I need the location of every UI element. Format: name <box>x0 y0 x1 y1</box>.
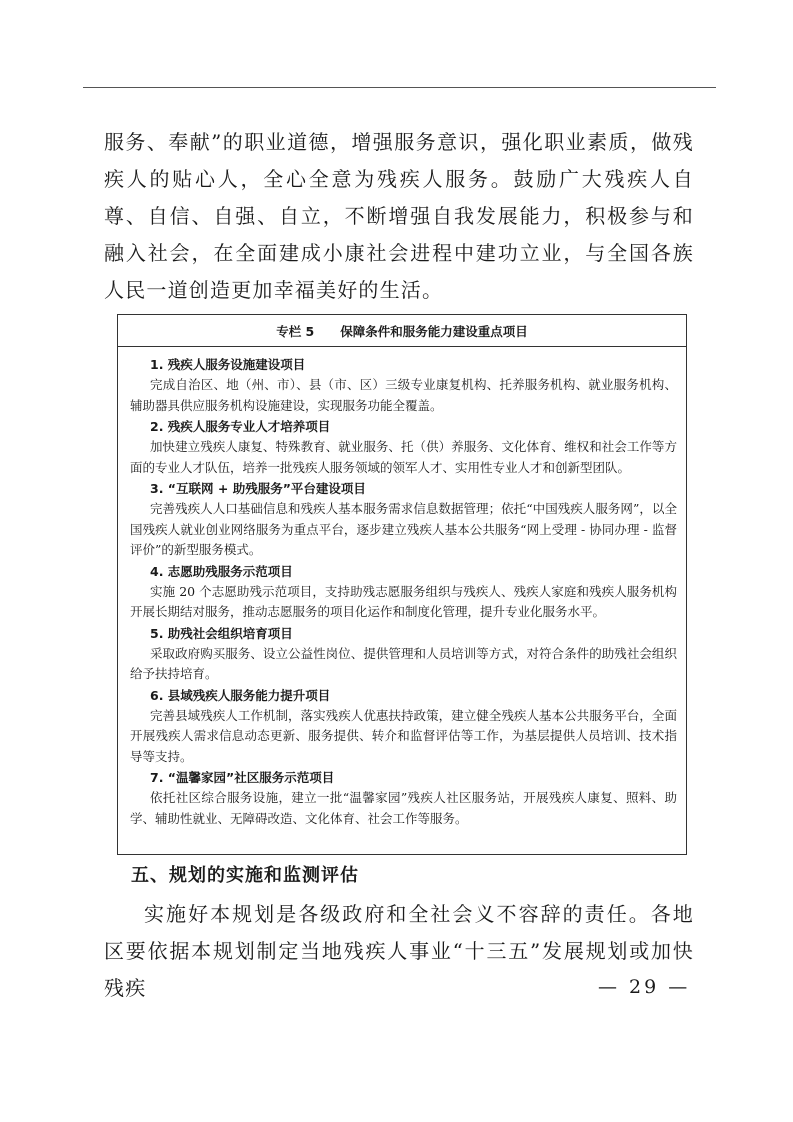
box-title: 保障条件和服务能力建设重点项目 <box>340 323 528 339</box>
box-body <box>118 347 686 829</box>
project-title: 4. 志愿助残服务示范项目 <box>150 563 293 579</box>
box-header <box>118 315 686 347</box>
project-description: 完善县域残疾人工作机制，落实残疾人优惠扶持政策，建立健全残疾人基本公共服务平台，全面开展残疾人需求信息动态更新、服务提供、转介和监督评估等工作，为基层提供人员培训、技术指导等支持。 <box>130 707 677 764</box>
section-heading: 五、规划的实施和监测评估 <box>131 865 359 886</box>
project-title: 2. 残疾人服务专业人才培养项目 <box>150 419 331 434</box>
project-description: 采取政府购买服务、设立公益性岗位、提供管理和人员培训等方式，对符合条件的助残社会组织给予扶持培育。 <box>130 645 677 681</box>
project-title: 3. “互联网 + 助残服务”平台建设项目 <box>150 481 366 496</box>
intro-paragraph: 服务、奉献”的职业道德，增强服务意识，强化职业素质，做残疾人的贴心人，全心全意为残疾人服务。鼓励广大残疾人自尊、自信、自强、自立，不断增强自我发展能力，积极参与和融入社会，在全面建成小康社会进程中建功立业，与全国各族人民一道创造更加幸福美好的生活。 <box>104 130 694 302</box>
page-number: — 29 — <box>598 976 691 998</box>
project-title: 6. 县域残疾人服务能力提升项目 <box>150 687 331 703</box>
project-title: 1. 残疾人服务设施建设项目 <box>150 357 306 372</box>
project-description: 完成自治区、地（州、市）、县（市、区）三级专业康复机构、托养服务机构、就业服务机构、辅助器具供应服务机构设施建设，实现服务功能全覆盖。 <box>130 377 677 413</box>
header-rule <box>83 87 716 88</box>
project-description: 实施 20 个志愿助残示范项目，支持助残志愿服务组织与残疾人、残疾人家庭和残疾人服务机构开展长期结对服务，推动志愿服务的项目化运作和制度化管理，提升专业化服务水平。 <box>130 583 677 619</box>
project-title: 5. 助残社会组织培育项目 <box>150 625 293 641</box>
closing-paragraph: 实施好本规划是各级政府和全社会义不容辞的责任。各地区要依据本规划制定当地残疾人事业“十三五”发展规划或加快残疾 <box>104 902 694 1000</box>
project-title: 7. “温馨家园”社区服务示范项目 <box>150 770 335 785</box>
box-label: 专栏 5 <box>276 323 315 339</box>
project-description: 加快建立残疾人康复、特殊教育、就业服务、托（供）养服务、文化体育、维权和社会工作等方面的专业人才队伍，培养一批残疾人服务领域的领军人才、实用性专业人才和创新型团队。 <box>130 439 677 475</box>
project-description: 依托社区综合服务设施，建立一批“温馨家园”残疾人社区服务站，开展残疾人康复、照料、助学、辅助性就业、无障碍改造、文化体育、社会工作等服务。 <box>130 790 677 826</box>
feature-box <box>117 314 687 855</box>
project-description: 完善残疾人人口基础信息和残疾人基本服务需求信息数据管理；依托“中国残疾人服务网”，以全国残疾人就业创业网络服务为重点平台，逐步建立残疾人基本公共服务“网上受理 - 协同办理 - 监督评价”的新型服务模式。 <box>130 501 677 557</box>
